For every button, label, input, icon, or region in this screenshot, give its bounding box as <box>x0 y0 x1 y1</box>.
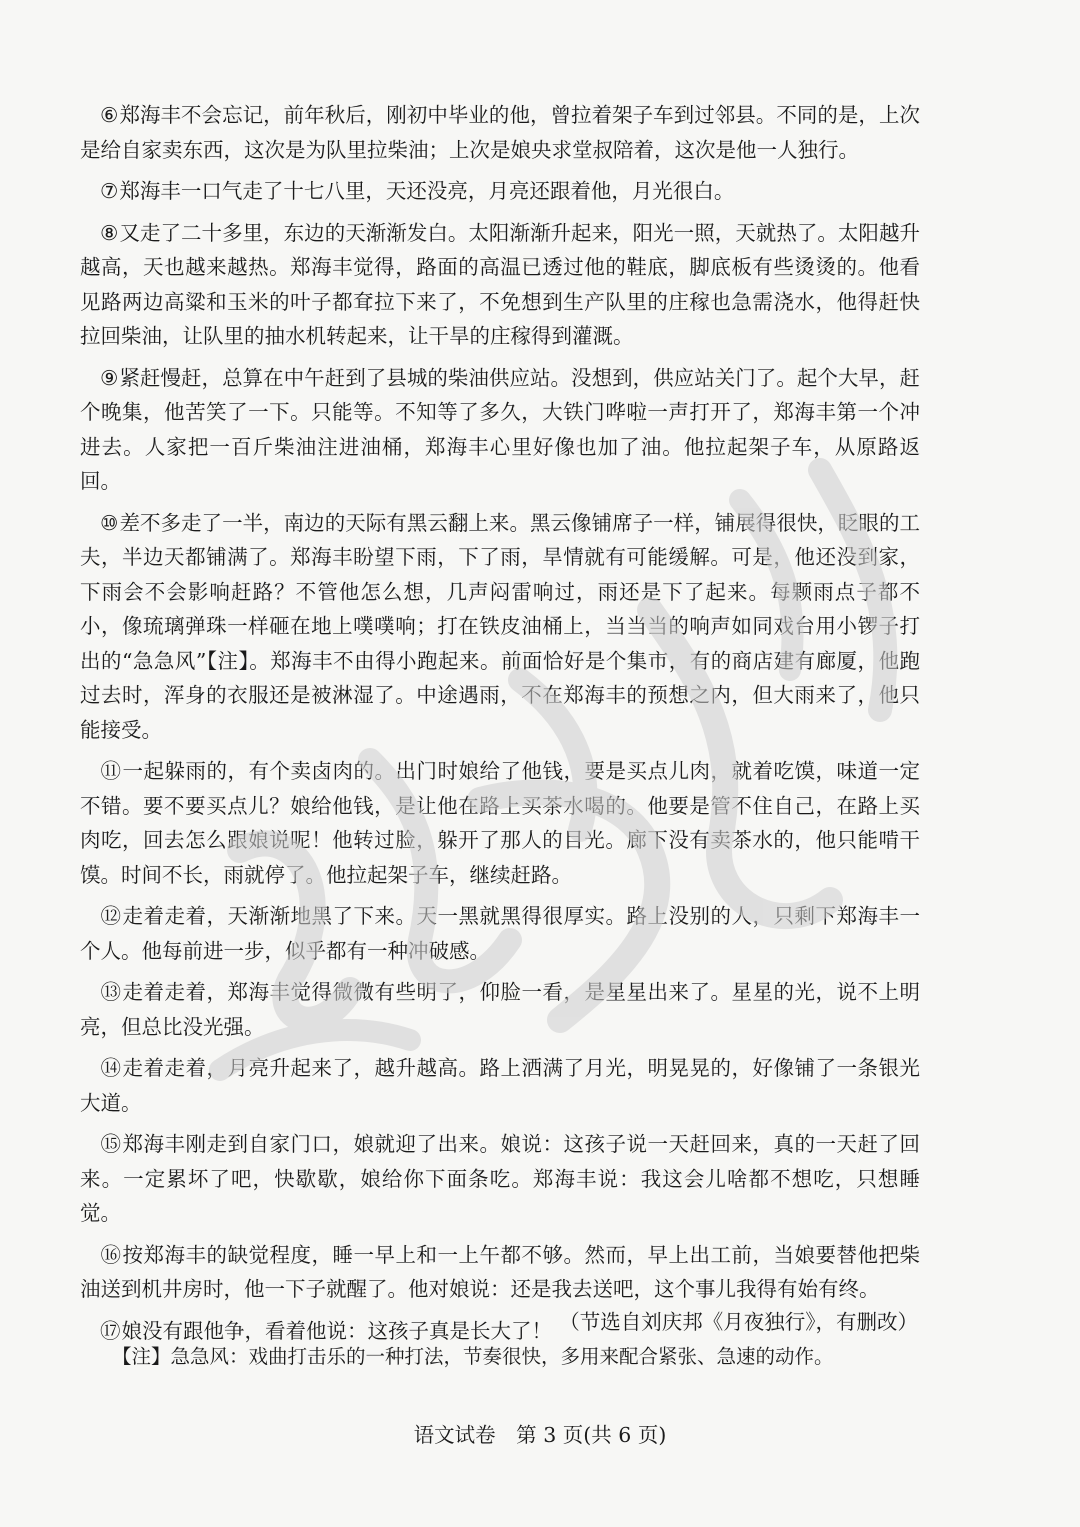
paragraph <box>80 754 920 892</box>
paragraph-text: 走着走着，天渐渐地黑了下来。天一黑就黑得很厚实。路上没别的人，只剩下郑海丰一个人。他每前进一步，似乎都有一种冲破感。 <box>80 904 920 963</box>
paragraph-text: 一起躲雨的，有个卖卤肉的。出门时娘给了他钱，要是买点儿肉，就着吃馍，味道一定不错。要不要买点儿？娘给他钱，是让他在路上买茶水喝的。他要是管不住自己，在路上买肉吃，回去怎么跟娘说呢！他转过脸，躲开了那人的目光。廊下没有卖茶水的，他只能啃干馍。时间不长，雨就停了。他拉起架子车，继续赶路。 <box>80 759 920 887</box>
paragraph-number: ⑭ <box>100 1056 122 1080</box>
paragraph-number: ⑫ <box>100 904 122 928</box>
paragraph-text: 差不多走了一半，南边的天际有黑云翻上来。黑云像铺席子一样，铺展得很快，眨眼的工夫，半边天都铺满了。郑海丰盼望下雨，下了雨，旱情就有可能缓解。可是，他还没到家，下雨会不会影响赶路？不管他怎么想，几声闷雷响过，雨还是下了起来。每颗雨点子都不小，像琉璃弹珠一样砸在地上噗噗响；打在铁皮油桶上，当当当的响声如同戏台用小锣子打出的“急急风”【注】。郑海丰不由得小跑起来。前面恰好是个集市，有的商店建有廊厦，他跑过去时，浑身的衣服还是被淋湿了。中途遇雨，不在郑海丰的预想之内，但大雨来了，他只能接受。 <box>80 510 920 742</box>
paragraph-number: ⑩ <box>100 510 119 535</box>
paragraph-text: 郑海丰刚走到自家门口，娘就迎了出来。娘说：这孩子说一天赶回来，真的一天赶了回来。一定累坏了吧，快歇歇，娘给你下面条吃。郑海丰说：我这会儿啥都不想吃，只想睡觉。 <box>80 1132 920 1225</box>
paragraph <box>80 899 920 968</box>
paragraph-number: ⑦ <box>100 179 119 203</box>
paragraph-text: 郑海丰不会忘记，前年秋后，刚初中毕业的他，曾拉着架子车到过邻县。不同的是，上次是给自家卖东西，这次是为队里拉柴油；上次是娘央求堂叔陪着，这次是他一人独行。 <box>80 103 920 162</box>
paragraph-text: 按郑海丰的缺觉程度，睡一早上和一上午都不够。然而，早上出工前，当娘要替他把柴油送到机井房时，他一下子就醒了。他对娘说：还是我去送吧，这个事儿我得有始有终。 <box>80 1242 920 1301</box>
paragraph-number: ⑧ <box>100 220 119 245</box>
paragraph-text: 又走了二十多里，东边的天渐渐发白。太阳渐渐升起来，阳光一照，天就热了。太阳越升越高，天也越来越热。郑海丰觉得，路面的高温已透过他的鞋底，脚底板有些烫烫的。他看见路两边高粱和玉米的叶子都耷拉下来了，不免想到生产队里的庄稼也急需浇水，他得赶快拉回柴油，让队里的抽水机转起来，让干旱的庄稼得到灌溉。 <box>80 220 920 348</box>
paragraph-number: ⑰ <box>100 1318 121 1343</box>
paragraph-text: 走着走着，郑海丰觉得微微有些明了，仰脸一看，是星星出来了。星星的光，说不上明亮，但总比没光强。 <box>80 980 920 1039</box>
paragraph-number: ⑪ <box>100 759 122 783</box>
paragraph-number: ⑯ <box>100 1242 122 1267</box>
paragraph-text: 走着走着，月亮升起来了，越升越高。路上洒满了月光，明晃晃的，好像铺了一条银光大道。 <box>80 1056 920 1115</box>
paragraph-text: 紧赶慢赶，总算在中午赶到了县城的柴油供应站。没想到，供应站关门了。起个大早，赶个晚集，他苦笑了一下。只能等。不知等了多久，大铁门哗啦一声打开了，郑海丰第一个冲进去。人家把一百斤柴油注进油桶，郑海丰心里好像也加了油。他拉起架子车，从原路返回。 <box>80 365 920 493</box>
paragraph <box>80 174 920 209</box>
source-citation: （节选自刘庆邦《月夜独行》，有删改） <box>559 1310 918 1334</box>
paragraph-number: ⑬ <box>100 980 122 1004</box>
paragraph-number: ⑥ <box>100 103 119 127</box>
article-body <box>80 98 920 1355</box>
paragraph <box>80 98 920 167</box>
page-footer: 语文试卷 第 3 页(共 6 页) <box>413 1423 667 1447</box>
paragraph-number: ⑮ <box>100 1132 122 1156</box>
annotation-note: 【注】急急风：戏曲打击乐的一种打法，节奏很快，多用来配合紧张、急速的动作。 <box>112 1345 834 1368</box>
paragraph-text: 娘没有跟他争，看着他说：这孩子真是长大了！ <box>121 1318 552 1343</box>
paragraph <box>80 1051 920 1120</box>
paragraph-number: ⑨ <box>100 365 119 390</box>
paragraph <box>80 1127 920 1231</box>
paragraph <box>80 506 920 748</box>
paragraph <box>80 216 920 354</box>
paragraph-text: 郑海丰一口气走了十七八里，天还没亮，月亮还跟着他，月光很白。 <box>119 179 735 203</box>
paragraph <box>80 975 920 1044</box>
paragraph <box>80 361 920 499</box>
paragraph <box>80 1238 920 1307</box>
